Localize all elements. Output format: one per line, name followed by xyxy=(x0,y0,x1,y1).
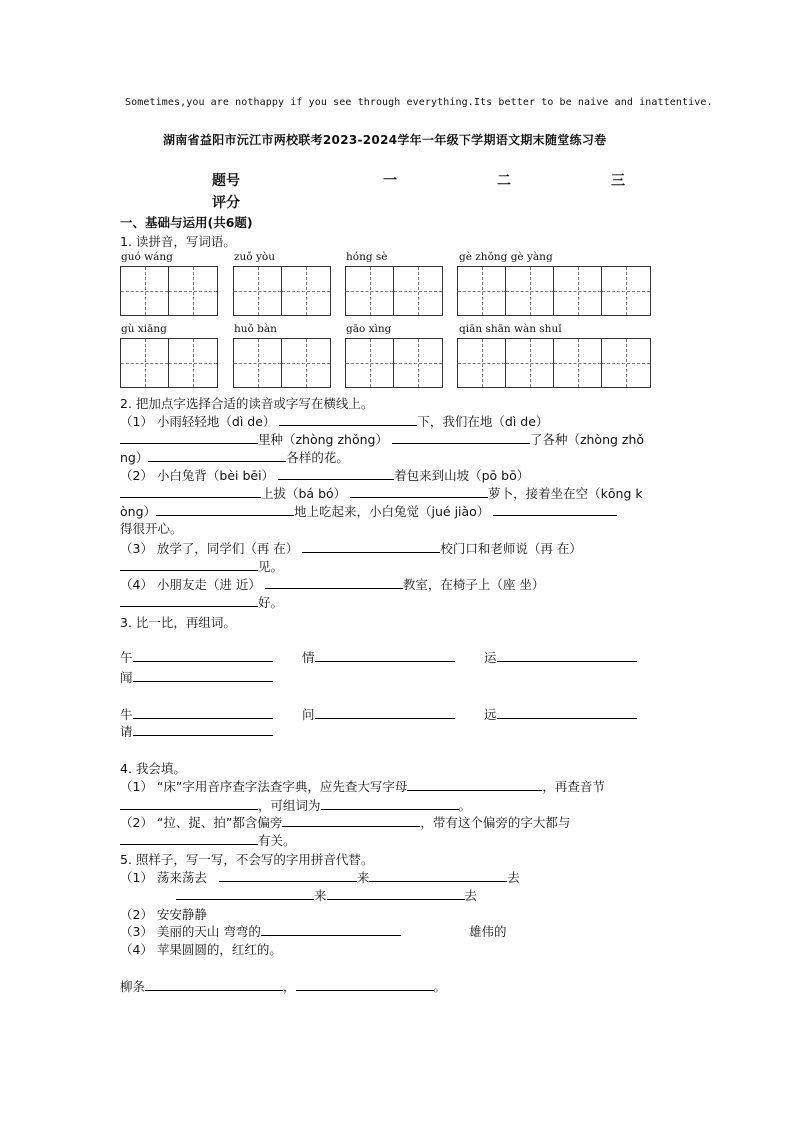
score-row-label-score: 评分 xyxy=(212,195,240,211)
char: 远 xyxy=(484,707,497,722)
q2-line xyxy=(120,412,548,430)
answer-blank[interactable] xyxy=(156,503,294,516)
writing-grid[interactable] xyxy=(120,266,218,316)
answer-blank[interactable] xyxy=(407,778,542,791)
q5-line xyxy=(120,922,401,940)
section-heading: 一、基础与运用(共6题) xyxy=(120,215,253,230)
char: 牛 xyxy=(120,707,133,722)
answer-blank[interactable] xyxy=(493,503,617,516)
score-col-3: 三 xyxy=(611,173,625,189)
q4-text: （2） “拉、捉、拍”都含偏旁 xyxy=(120,815,283,830)
q2-line xyxy=(120,448,349,466)
q4-text: ，再查音节 xyxy=(542,779,605,794)
word-item xyxy=(120,722,273,740)
q2-text: 见。 xyxy=(258,559,284,574)
answer-blank[interactable] xyxy=(282,814,420,827)
q5-text: 去 xyxy=(464,888,478,903)
answer-blank[interactable] xyxy=(350,485,488,498)
word-item xyxy=(302,705,455,723)
q2-text: 下，我们在地（dì de） xyxy=(417,414,549,429)
char: 情 xyxy=(302,650,315,665)
exam-title: 湖南省益阳市沅江市两校联考2023-2024学年一年级下学期语文期末随堂练习卷 xyxy=(163,133,607,147)
word-item xyxy=(484,705,637,723)
q2-text: （1） 小雨轻轻地（dì de） xyxy=(120,414,276,429)
score-row-label-number: 题号 xyxy=(212,173,240,189)
q2-line xyxy=(120,466,529,484)
answer-blank[interactable] xyxy=(296,978,434,991)
char: 午 xyxy=(120,650,133,665)
q5-text: ， xyxy=(283,979,296,994)
q5-text: 来 xyxy=(356,870,370,885)
answer-blank[interactable] xyxy=(392,431,530,444)
q5-text: 雄伟的 xyxy=(469,924,507,939)
q5-text: 去 xyxy=(507,870,520,885)
word-item xyxy=(302,648,455,666)
writing-grid[interactable] xyxy=(120,338,218,388)
word-item xyxy=(484,648,637,666)
writing-grid[interactable] xyxy=(345,266,443,316)
score-col-1: 一 xyxy=(383,173,397,189)
answer-blank[interactable] xyxy=(133,723,273,736)
q2-text: 得很开心。 xyxy=(120,521,183,536)
q4-line xyxy=(120,777,605,795)
q5-line xyxy=(120,868,520,886)
q2-text: 地上吃起来，小白兔觉（jué jiào） xyxy=(294,504,490,519)
answer-blank[interactable] xyxy=(261,923,401,936)
q4-title: 4. 我会填。 xyxy=(120,761,186,776)
answer-blank[interactable] xyxy=(120,431,258,444)
q4-line xyxy=(120,813,570,831)
pinyin-label: zuǒ yòu xyxy=(234,251,275,263)
q2-text: 各样的花。 xyxy=(286,450,349,465)
q3-title: 3. 比一比，再组词。 xyxy=(120,615,236,630)
q2-text: 好。 xyxy=(258,595,284,610)
answer-blank[interactable] xyxy=(120,594,258,607)
q5-text: 。 xyxy=(433,979,447,994)
q2-line xyxy=(120,430,644,448)
score-col-2: 二 xyxy=(497,173,511,189)
q4-text: ，带有这个偏旁的字大都与 xyxy=(420,815,571,830)
answer-blank[interactable] xyxy=(369,869,507,882)
answer-blank[interactable] xyxy=(148,449,286,462)
pinyin-label: qiān shān wàn shuǐ xyxy=(459,323,562,335)
pinyin-label: gù xiāng xyxy=(121,323,167,335)
char: 请 xyxy=(120,724,133,739)
answer-blank[interactable] xyxy=(321,797,459,810)
q2-line xyxy=(120,593,283,611)
q4-line xyxy=(120,831,296,849)
q2-text: （2） 小白兔背（bèi bēi） xyxy=(120,468,275,483)
q4-text: （1） “床”字用音序查字法查字典，应先查大写字母 xyxy=(120,779,408,794)
word-item xyxy=(120,668,273,686)
q5-line xyxy=(176,886,477,904)
q2-text: （3） 放学了，同学们（再 在） xyxy=(120,541,299,556)
answer-blank[interactable] xyxy=(278,467,394,480)
pinyin-label: gè zhǒng gè yàng xyxy=(459,251,553,263)
q2-text: 教室，在椅子上（座 坐） xyxy=(402,577,545,592)
answer-blank[interactable] xyxy=(497,649,637,662)
q4-text: ，可组词为 xyxy=(258,798,321,813)
answer-blank[interactable] xyxy=(315,706,455,719)
q2-text: 上拔（bá bó） xyxy=(261,486,347,501)
answer-blank[interactable] xyxy=(497,706,637,719)
q2-text: 校门口和老师说（再 在） xyxy=(440,541,582,556)
answer-blank[interactable] xyxy=(327,887,465,900)
q2-text: 着包来到山坡（pō bō） xyxy=(394,468,530,483)
q5-text: （4） 苹果圆圆的，红红的。 xyxy=(120,942,282,957)
answer-blank[interactable] xyxy=(176,887,314,900)
word-item xyxy=(120,648,273,666)
q5-line xyxy=(120,977,446,995)
q2-text: 了各种（zhòng zhǒ xyxy=(529,432,645,447)
char: 问 xyxy=(302,707,315,722)
q5-text: （1） 荡来荡去 xyxy=(120,870,207,885)
q2-text: 里种（zhòng zhǒng） xyxy=(258,432,388,447)
char: 运 xyxy=(484,650,497,665)
answer-blank[interactable] xyxy=(120,832,258,845)
q2-line xyxy=(120,502,617,520)
answer-blank[interactable] xyxy=(315,649,455,662)
writing-grid[interactable] xyxy=(233,338,331,388)
char: 闻 xyxy=(120,670,133,685)
pinyin-label: huǒ bàn xyxy=(234,323,277,335)
q5-text: 来 xyxy=(314,888,327,903)
answer-blank[interactable] xyxy=(120,558,258,571)
q5-text: （2） 安安静静 xyxy=(120,907,207,922)
q2-text: ng） xyxy=(120,450,149,465)
motto-text: Sometimes,you are nothappy if you see through everything.Its better to be naive and inattentive. xyxy=(125,97,713,108)
answer-blank[interactable] xyxy=(120,485,261,498)
pinyin-label: hóng sè xyxy=(346,251,388,263)
q2-line xyxy=(120,575,544,593)
q2-line xyxy=(120,539,582,557)
q2-title: 2. 把加点字选择合适的读音或字写在横线上。 xyxy=(120,396,374,411)
q2-line xyxy=(120,484,643,502)
answer-blank[interactable] xyxy=(219,869,357,882)
pinyin-label: guó wáng xyxy=(121,251,173,263)
q1-title: 1. 读拼音，写词语。 xyxy=(120,234,236,249)
answer-blank[interactable] xyxy=(133,649,273,662)
answer-blank[interactable] xyxy=(120,797,258,810)
answer-blank[interactable] xyxy=(265,576,403,589)
q2-line xyxy=(120,557,283,575)
q2-text: 萝卜，接着坐在空（kōng k xyxy=(488,486,643,501)
answer-blank[interactable] xyxy=(302,540,440,553)
q5-text: （3） 美丽的天山 弯弯的 xyxy=(120,924,261,939)
writing-grid[interactable] xyxy=(457,338,651,388)
q4-text: 有关。 xyxy=(258,833,296,848)
pinyin-label: gāo xìng xyxy=(346,323,392,335)
writing-grid[interactable] xyxy=(457,266,651,316)
q2-text: òng） xyxy=(120,504,157,519)
answer-blank[interactable] xyxy=(133,706,273,719)
answer-blank[interactable] xyxy=(133,669,273,682)
q5-text: 柳条 xyxy=(120,979,146,994)
q4-text: 。 xyxy=(458,798,472,813)
q4-line xyxy=(120,796,471,814)
writing-grid[interactable] xyxy=(233,266,331,316)
q5-title: 5. 照样子，写一写，不会写的字用拼音代替。 xyxy=(120,852,374,867)
answer-blank[interactable] xyxy=(279,413,417,426)
answer-blank[interactable] xyxy=(145,978,283,991)
q2-text: （4） 小朋友走（进 近） xyxy=(120,577,261,592)
writing-grid[interactable] xyxy=(345,338,443,388)
word-item xyxy=(120,705,273,723)
